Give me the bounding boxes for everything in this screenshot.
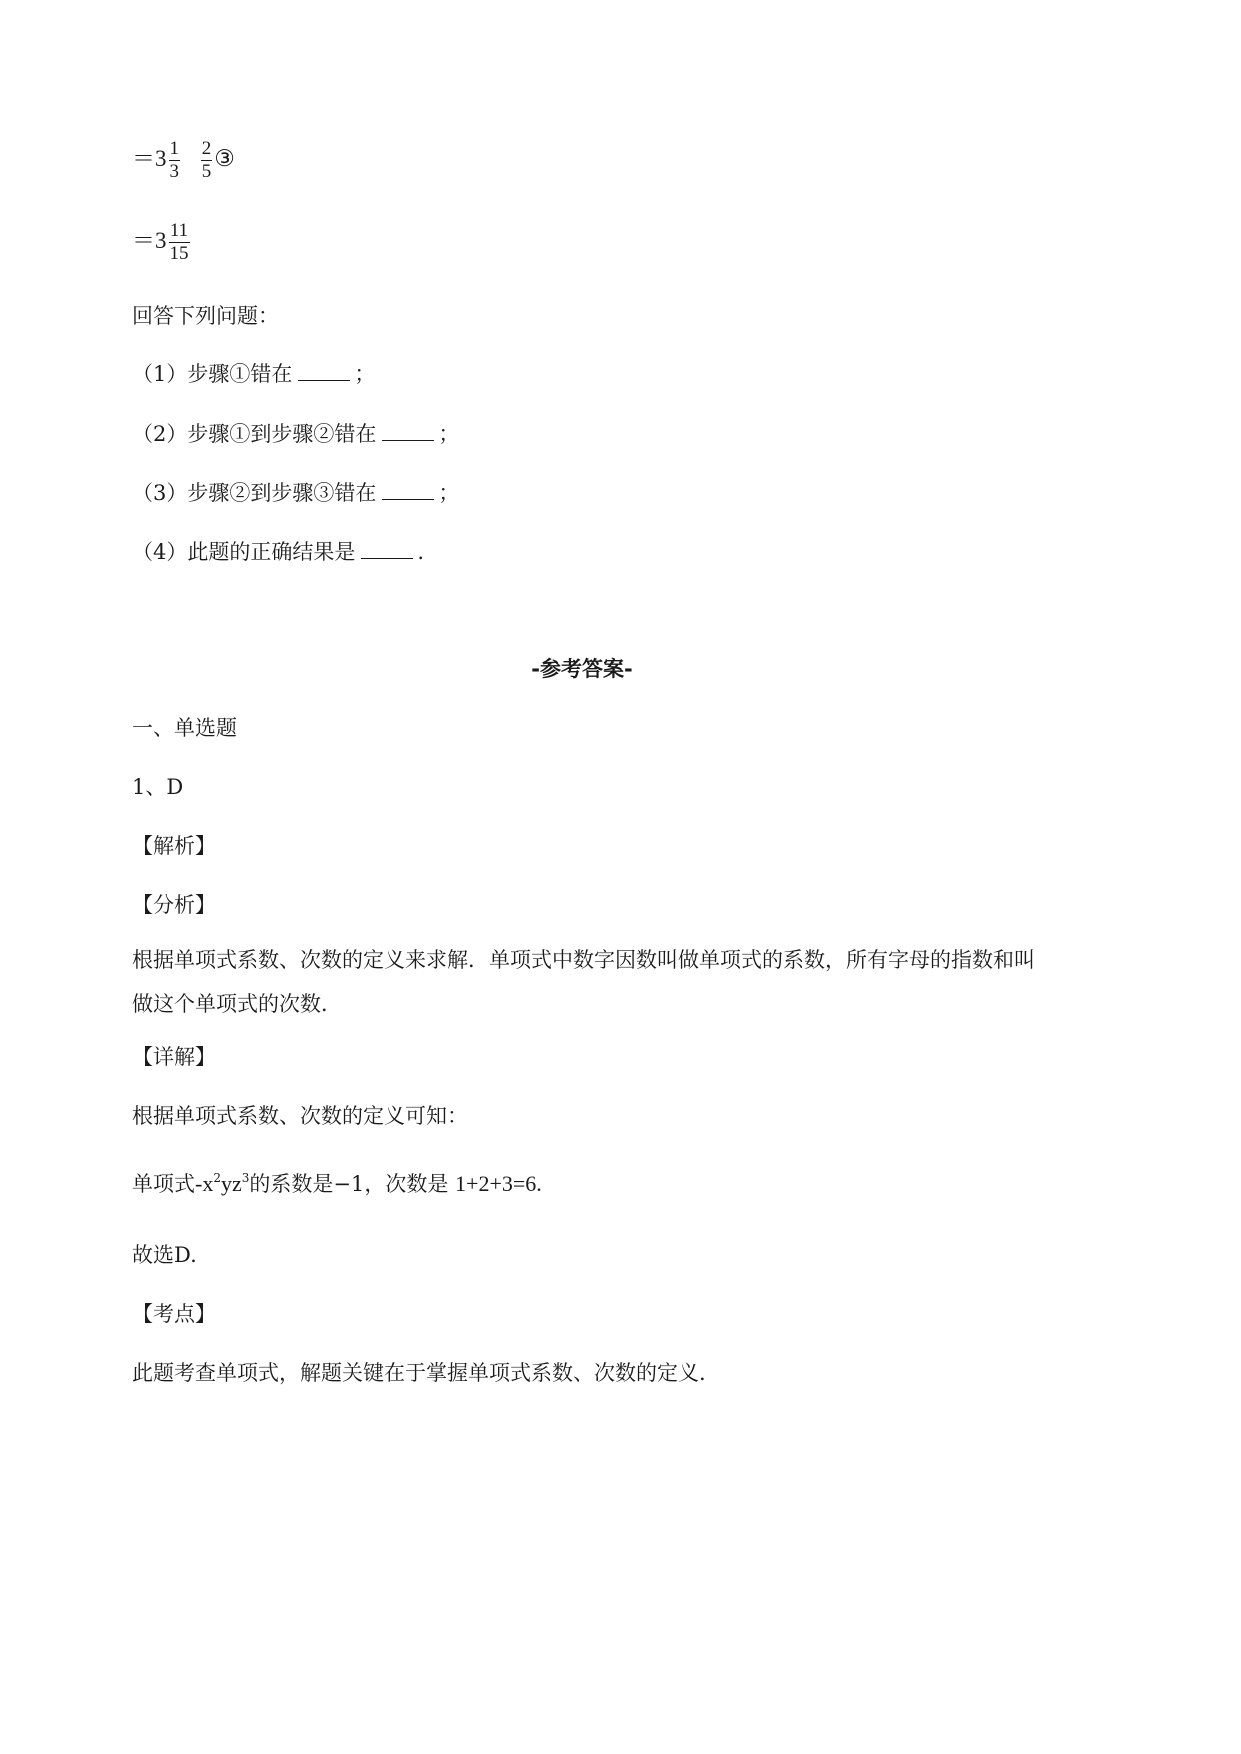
fraction-two-fifths: $\frac{2}{5}$: [201, 138, 212, 182]
math-step-3: [132, 138, 235, 183]
question-item-label: （1）步骤①错在: [132, 362, 293, 386]
answer-heading: -参考答案-: [531, 657, 633, 681]
step3-prefix: ＝3: [132, 146, 167, 171]
answer-blank[interactable]: [361, 540, 413, 559]
question-item-label: （2）步骤①到步骤②错在: [132, 422, 377, 446]
exponent-z: 3: [241, 1171, 250, 1185]
fraction-one-third: $\frac{1}{3}$: [169, 138, 179, 182]
exponent-x: 2: [213, 1171, 221, 1185]
question-prompt: 回答下列问题：: [132, 304, 279, 328]
monomial-part-a: -x: [195, 1171, 214, 1196]
detail-mid: 的系数是−1，次数是: [249, 1172, 449, 1196]
question-item-end: ；: [354, 362, 376, 386]
step4-prefix: ＝3: [132, 228, 167, 253]
section-title: 一、单选题: [132, 716, 237, 740]
fenxi-text: 根据单项式系数、次数的定义来求解．单项式中数字因数叫做单项式的系数，所有字母的指数和叫做这个单项式的次数．: [132, 948, 1035, 1016]
detail-pre: 单项式: [132, 1172, 195, 1196]
question-item-end: ；: [438, 422, 460, 446]
question-item-end: .: [417, 540, 425, 564]
fenxi-tag: 【分析】: [132, 893, 216, 917]
answer-blank[interactable]: [298, 362, 350, 381]
question-item-end: ；: [438, 481, 460, 505]
choose-answer: 故选D.: [132, 1243, 197, 1267]
analysis-tag: 【解析】: [132, 834, 216, 858]
detail-line-1: 根据单项式系数、次数的定义可知：: [132, 1104, 468, 1128]
answer-q1: 1、D: [132, 775, 184, 799]
question-item-2: [132, 418, 459, 448]
step3-marker: ③: [214, 146, 235, 171]
monomial-part-b: yz: [220, 1171, 242, 1196]
question-item-label: （4）此题的正确结果是: [132, 540, 356, 564]
question-item-label: （3）步骤②到步骤③错在: [132, 481, 377, 505]
detail-line-2: [132, 1168, 542, 1198]
answer-blank[interactable]: [382, 481, 434, 500]
kaodian-tag: 【考点】: [132, 1302, 216, 1326]
question-item-3: [132, 477, 459, 507]
question-item-1: [132, 358, 375, 388]
fraction-eleven-fifteenths: $\frac{11}{15}$: [169, 220, 189, 264]
kaodian-text: 此题考查单项式，解题关键在于掌握单项式系数、次数的定义.: [132, 1361, 706, 1385]
math-step-4: [132, 220, 192, 265]
degree-calc: 1+2+3=6.: [455, 1171, 542, 1196]
answer-blank[interactable]: [382, 422, 434, 441]
detail-tag: 【详解】: [132, 1045, 216, 1069]
question-item-4: [132, 536, 424, 566]
